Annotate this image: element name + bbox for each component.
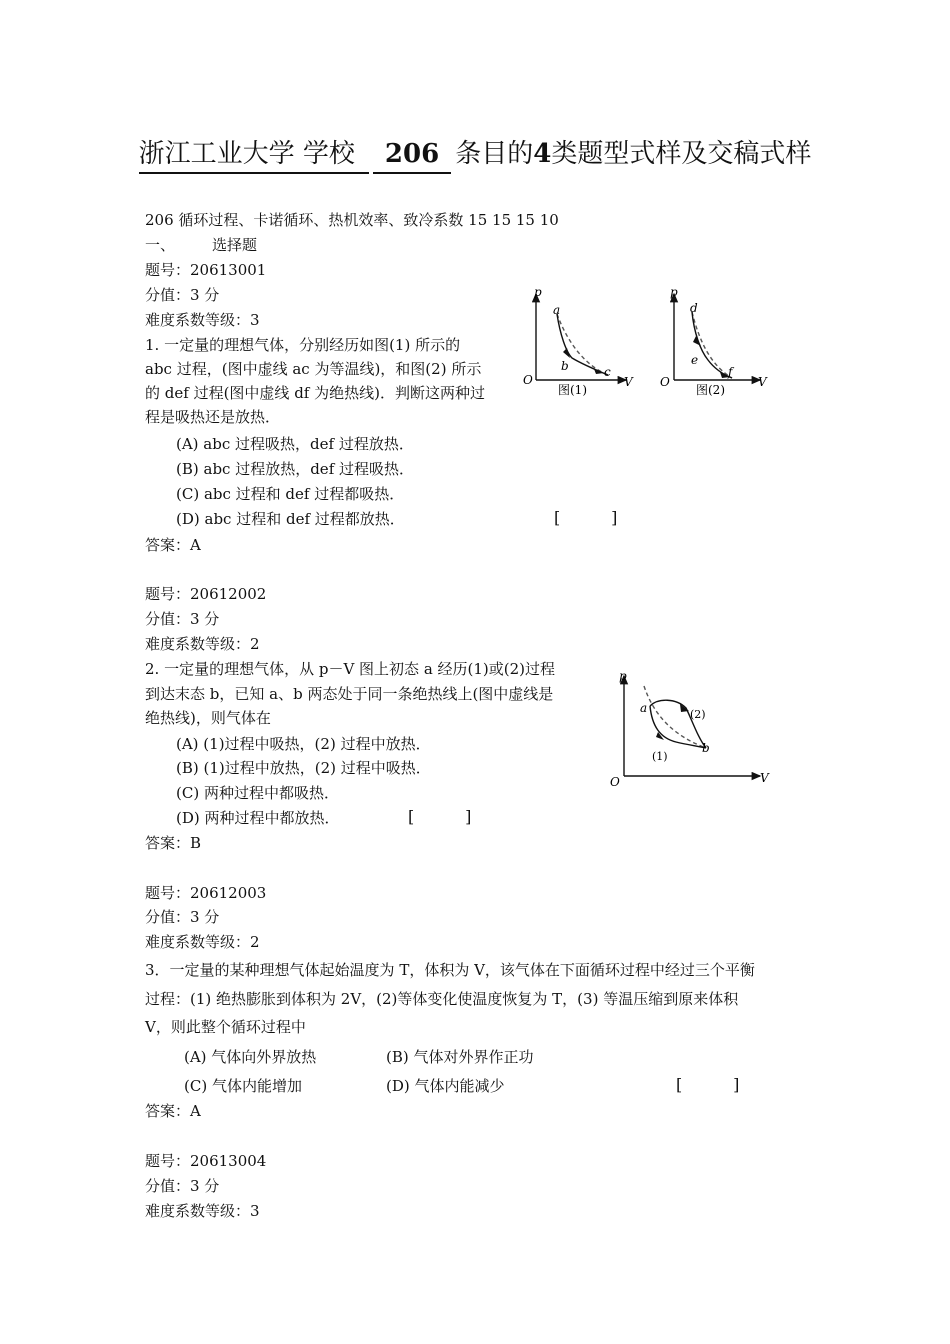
q3-stem-line: 3．一定量的某种理想气体起始温度为 T，体积为 V，该气体在下面循环过程中经过三个平衡	[145, 961, 755, 979]
q2-answer: 答案：B	[145, 834, 202, 852]
q4-score: 分值：3 分	[145, 1177, 220, 1195]
q3-option-b: (B) 气体对外界作正功	[386, 1048, 534, 1066]
q3-stem-line: 过程：(1) 绝热膨胀到体积为 2V，(2)等体变化使温度恢复为 T，(3) 等温压缩到原来体积	[145, 990, 739, 1008]
q1-score: 分值：3 分	[145, 286, 220, 304]
q1-figure-1	[520, 286, 640, 398]
q3-answer-bracket: [ ]	[676, 1075, 740, 1094]
q2-fig-path-1: (1)	[652, 750, 668, 763]
fig2-origin-label: O	[660, 375, 670, 389]
q3-id: 题号：20612003	[145, 884, 267, 902]
title-text-a: 条目的	[455, 139, 534, 169]
q1-option-a: (A) abc 过程吸热，def 过程放热．	[176, 435, 414, 453]
q1-difficulty: 难度系数等级：3	[145, 311, 260, 329]
q3-score: 分值：3 分	[145, 908, 220, 926]
fig1-origin-label: O	[523, 373, 533, 387]
section-number: 一、	[145, 236, 176, 254]
fig1-v-label: V	[624, 375, 633, 389]
q2-stem-line: 到达末态 b，已知 a、b 两态处于同一条绝热线上(图中虚线是	[145, 685, 554, 703]
q1-option-b: (B) abc 过程放热，def 过程吸热．	[176, 460, 415, 478]
fig2-point-d: d	[690, 301, 698, 315]
q2-score: 分值：3 分	[145, 610, 220, 628]
q2-answer-bracket: [ ]	[408, 807, 472, 826]
fig2-point-e: e	[691, 353, 699, 367]
q2-stem-line: 2. 一定量的理想气体，从 p－V 图上初态 a 经历(1)或(2)过程	[145, 660, 556, 678]
q1-option-d: (D) abc 过程和 def 过程都放热．	[176, 510, 405, 528]
fig1-point-c: c	[604, 365, 611, 379]
q1-stem-line: 1. 一定量的理想气体，分别经历如图(1) 所示的	[145, 336, 461, 354]
q4-difficulty: 难度系数等级：3	[145, 1202, 260, 1220]
title-text-b: 类题型式样及交稿式样	[551, 139, 812, 169]
page-title	[0, 136, 950, 174]
q1-figure-2	[656, 286, 772, 398]
q4-id: 题号：20613004	[145, 1152, 267, 1170]
q2-figure	[606, 668, 776, 792]
q1-stem-line: 的 def 过程(图中虚线 df 为绝热线)．判断这两种过	[145, 384, 485, 402]
fig1-point-b: b	[561, 359, 569, 373]
q3-difficulty: 难度系数等级：2	[145, 933, 260, 951]
q1-stem-line: 程是吸热还是放热．	[145, 408, 281, 426]
q2-id: 题号：20612002	[145, 585, 267, 603]
q2-option-b: (B) (1)过程中放热，(2) 过程中吸热．	[176, 759, 431, 777]
header-line: 206 循环过程、卡诺循环、热机效率、致冷系数 15 15 15 10	[145, 211, 559, 229]
q2-option-a: (A) (1)过程中吸热，(2) 过程中放热．	[176, 735, 431, 753]
q2-fig-v-label: V	[760, 771, 769, 785]
fig2-v-label: V	[758, 375, 767, 389]
fig2-caption: 图(2)	[696, 383, 725, 397]
section-label: 选择题	[212, 236, 258, 254]
q1-option-c: (C) abc 过程和 def 过程都吸热．	[176, 485, 405, 503]
q3-option-d: (D) 气体内能减少	[386, 1077, 505, 1095]
fig1-caption: 图(1)	[558, 383, 587, 397]
q1-answer-bracket: [ ]	[554, 508, 618, 527]
q2-fig-p-label: p	[619, 669, 627, 683]
title-school: 浙江工业大学 学校	[139, 136, 369, 174]
q2-stem-line: 绝热线)，则气体在	[145, 709, 271, 727]
q1-answer: 答案：A	[145, 536, 201, 554]
q3-option-a: (A) 气体向外界放热	[184, 1048, 317, 1066]
fig1-point-a: a	[553, 303, 561, 317]
title-code: 206	[373, 136, 451, 174]
q1-id: 题号：20613001	[145, 261, 267, 279]
title-number: 4	[533, 139, 552, 169]
q3-stem-line: V，则此整个循环过程中	[145, 1018, 306, 1036]
q3-option-c: (C) 气体内能增加	[184, 1077, 302, 1095]
q3-answer: 答案：A	[145, 1102, 201, 1120]
q2-fig-point-a: a	[640, 701, 648, 715]
fig2-point-f: f	[728, 365, 733, 379]
q2-difficulty: 难度系数等级：2	[145, 635, 260, 653]
q2-fig-origin-label: O	[610, 775, 620, 789]
q2-fig-point-b: b	[702, 741, 710, 755]
q2-fig-path-2: (2)	[690, 708, 706, 721]
q1-stem-line: abc 过程，(图中虚线 ac 为等温线)，和图(2) 所示	[145, 360, 482, 378]
q2-option-d: (D) 两种过程中都放热．	[176, 809, 340, 827]
q2-option-c: (C) 两种过程中都吸热．	[176, 784, 339, 802]
fig2-p-label: p	[670, 286, 678, 299]
fig1-p-label: p	[534, 286, 542, 299]
